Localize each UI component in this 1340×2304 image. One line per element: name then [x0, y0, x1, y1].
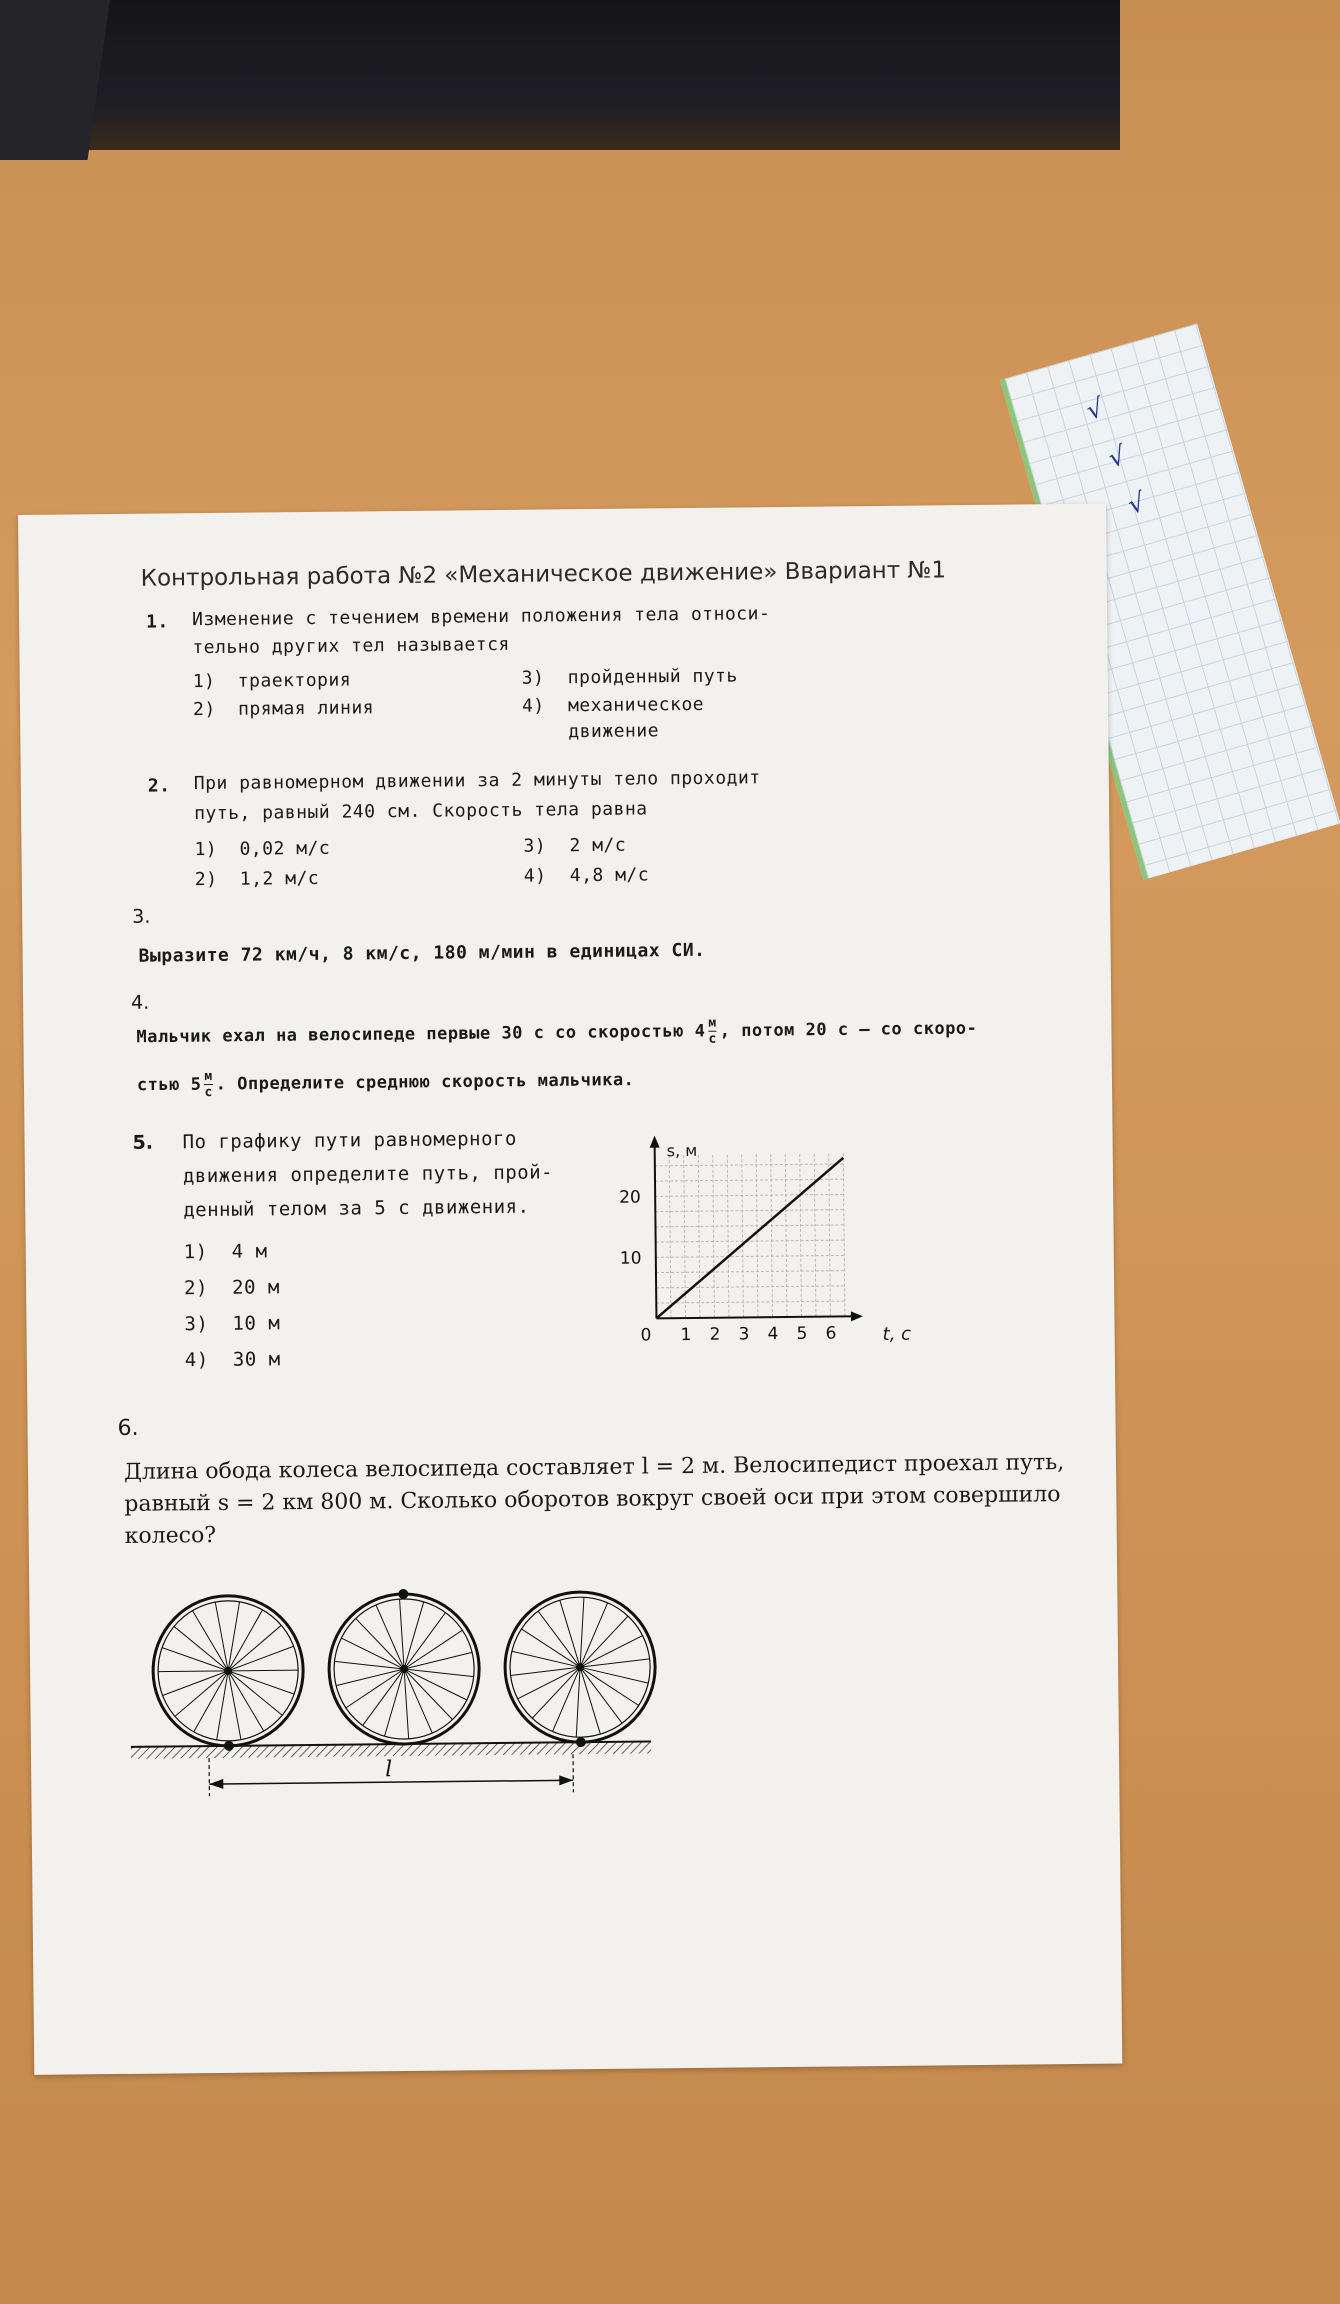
q2-option-num: 4) [523, 865, 547, 887]
q5-line: денный телом за 5 с движения. [183, 1195, 530, 1222]
q1-option-text-cont: движение [568, 720, 660, 743]
page-title: Контрольная работа №2 «Механическое движение» Ввариант №1 [140, 557, 947, 592]
fraction [708, 1016, 717, 1047]
q2-number: 2. [147, 775, 171, 797]
grid-line [656, 1255, 844, 1257]
wheel-spoke [579, 1597, 584, 1667]
q1-option-text: траектория [237, 669, 352, 692]
q6-line: Длина обода колеса велосипеда составляет l = 2 м. Велосипедист проехал путь, [123, 1450, 1065, 1485]
q4-line1-start: Мальчик ехал на велосипеде первые 30 с со скоростью 4 [136, 1021, 706, 1048]
wheel-spoke [228, 1670, 298, 1671]
grid-line [843, 1152, 845, 1317]
q1-option-text: пройденный путь [567, 665, 738, 689]
rolling-wheel-diagram [129, 1573, 671, 1809]
wheel-spoke [345, 1669, 404, 1708]
wheel-spoke [580, 1667, 639, 1706]
y-tick-label: 10 [619, 1248, 642, 1269]
grid-line [814, 1152, 816, 1317]
wheel-spoke [404, 1669, 432, 1734]
grid-line [727, 1153, 729, 1318]
q4-line2 [137, 1065, 635, 1101]
y-tick-label: 20 [619, 1187, 641, 1208]
x-tick-label: 1 [680, 1324, 692, 1346]
x-tick-label: 2 [709, 1324, 721, 1345]
q2-option-text: 1,2 м/с [239, 867, 320, 890]
q2-option-text: 2 м/с [569, 834, 627, 857]
wheel-spoke [560, 1600, 580, 1667]
wheel-spoke [174, 1671, 228, 1717]
fraction-numerator: м [204, 1068, 213, 1085]
wheel-spoke [404, 1669, 409, 1739]
grid-line [713, 1153, 715, 1318]
checkmark-icon: √ [1124, 487, 1149, 521]
wheel-spoke [162, 1671, 228, 1696]
wheel-spoke [400, 1599, 405, 1669]
fraction-denominator: с [708, 1031, 717, 1047]
q1-line1: Изменение с течением времени положения тела относи- [191, 603, 771, 631]
wheel-spoke [404, 1668, 467, 1700]
grid-line [698, 1153, 700, 1318]
q2-line2: путь, равный 240 см. Скорость тела равна [194, 798, 648, 825]
grid-line [655, 1210, 843, 1212]
x-tick-label: 3 [738, 1324, 750, 1345]
q4-line1 [136, 1013, 977, 1053]
dark-background [0, 0, 1120, 150]
wheel-spoke [384, 1669, 405, 1736]
q1-option-num: 4) [521, 695, 545, 717]
grid-line [656, 1271, 844, 1273]
q4-line2-start: стью 5 [136, 1074, 202, 1096]
wheel-spoke [580, 1659, 650, 1667]
wheel-spoke [521, 1628, 580, 1667]
q5-option-text: 30 м [232, 1348, 281, 1371]
q5-option-text: 4 м [231, 1240, 268, 1263]
x-tick-label: 6 [825, 1323, 837, 1344]
q5-option-num: 3) [184, 1313, 209, 1336]
q2-option-num: 1) [194, 838, 218, 861]
q2-option-text: 4,8 м/с [569, 864, 650, 887]
q1-option-num: 1) [192, 670, 216, 693]
q5-line: По графику пути равномерного [182, 1127, 517, 1154]
q6-number: 6. [117, 1415, 139, 1442]
grid-line [656, 1301, 844, 1303]
fraction-numerator: м [708, 1015, 717, 1031]
wheel-spoke [404, 1669, 452, 1721]
q6-line: колесо? [124, 1522, 217, 1549]
q3-text: Выразите 72 км/ч, 8 км/с, 180 м/мин в единицах СИ. [138, 939, 706, 967]
wheel-spoke [404, 1668, 474, 1677]
q5-option-num: 4) [184, 1349, 209, 1372]
q5-number: 5. [132, 1131, 154, 1154]
q4-line1-end: , потом 20 с — со скоро- [719, 1018, 978, 1042]
wheel-spoke [403, 1602, 424, 1669]
wheel-spoke [341, 1637, 404, 1669]
wheel-spoke [552, 1667, 581, 1731]
grid-line [785, 1152, 787, 1317]
q2-option-text: 0,02 м/с [239, 837, 331, 860]
dimension-label: l [385, 1757, 393, 1783]
q6-line: равный s = 2 км 800 м. Сколько оборотов вокруг своей оси при этом совершило [124, 1482, 1061, 1517]
q1-number: 1. [146, 611, 169, 633]
q1-option-num: 3) [521, 667, 545, 689]
chart-ticks [619, 1185, 836, 1345]
chart-series [655, 1158, 845, 1319]
wheel-spoke [158, 1671, 228, 1672]
grid-line [756, 1153, 758, 1318]
grid-line [655, 1194, 843, 1196]
wheel-spoke [580, 1667, 600, 1734]
grid-line [771, 1152, 773, 1317]
wheel-spoke [228, 1670, 282, 1716]
wheel-spoke [228, 1670, 294, 1695]
q5-line: движения определите путь, прой- [182, 1161, 554, 1188]
checkmark-icon: √ [1105, 440, 1130, 475]
grid-line [656, 1286, 844, 1288]
wheel-spoke [228, 1625, 282, 1671]
q1-option-num: 2) [192, 698, 216, 721]
wheel-spoke [228, 1646, 294, 1671]
path-time-graph [614, 1125, 946, 1368]
wheel-spoke [579, 1603, 608, 1667]
grid-line [655, 1225, 843, 1227]
wheel-spoke [335, 1661, 405, 1670]
q2-line1: При равномерном движении за 2 минуты тело проходит [193, 767, 761, 795]
x-tick-label: 0 [640, 1325, 652, 1346]
wheel-spoke [532, 1667, 581, 1718]
y-axis-arrow [650, 1136, 660, 1148]
wheel-spoke [376, 1605, 404, 1670]
grid-line [742, 1153, 744, 1318]
grid-line [800, 1152, 802, 1317]
q4-line2-end: . Определите среднюю скорость мальчика. [215, 1070, 635, 1095]
q5-option-text: 20 м [231, 1276, 280, 1299]
q2-option-num: 3) [523, 835, 547, 857]
wheel-spoke [404, 1630, 463, 1669]
wheel-spoke [580, 1636, 643, 1668]
dimension-arrow-left [209, 1779, 223, 1789]
grid-line [669, 1154, 671, 1319]
chart-grid [655, 1152, 845, 1319]
wheel-spoke [511, 1667, 581, 1675]
checkmark-icon: √ [1083, 393, 1108, 427]
q2-option-num: 2) [194, 868, 218, 891]
q1-line2: тельно других тел называется [192, 633, 510, 659]
x-axis-label: t, с [882, 1323, 912, 1345]
contact-point [398, 1589, 408, 1599]
series-line [655, 1158, 845, 1319]
x-axis-arrow [851, 1311, 863, 1321]
y-axis [655, 1142, 657, 1319]
wheel-spoke [174, 1626, 228, 1672]
dimension-arrow-right [559, 1775, 573, 1785]
q5-option-text: 10 м [232, 1312, 281, 1335]
q1-option-text: прямая линия [237, 697, 375, 720]
grid-line [829, 1152, 831, 1317]
test-sheet [18, 504, 1122, 2075]
wheel-spoke [576, 1667, 581, 1737]
y-axis-label: s, м [666, 1140, 698, 1161]
q4-number: 4. [130, 991, 150, 1014]
wheel-spoke [517, 1667, 580, 1699]
q5-option-num: 1) [183, 1241, 208, 1264]
q5-option-num: 2) [183, 1277, 209, 1300]
grid-line [656, 1240, 844, 1242]
x-axis [656, 1316, 856, 1318]
wheel-spoke [356, 1618, 404, 1670]
x-tick-label: 4 [767, 1324, 779, 1345]
wheel-spoke [580, 1616, 629, 1667]
q3-number: 3. [132, 905, 151, 928]
wheel-spoke [162, 1647, 228, 1672]
q1-option-text: механическое [567, 693, 705, 717]
fraction-denominator: с [204, 1084, 213, 1101]
fraction [204, 1069, 213, 1100]
x-tick-label: 5 [796, 1323, 808, 1344]
grid-line [655, 1164, 843, 1166]
